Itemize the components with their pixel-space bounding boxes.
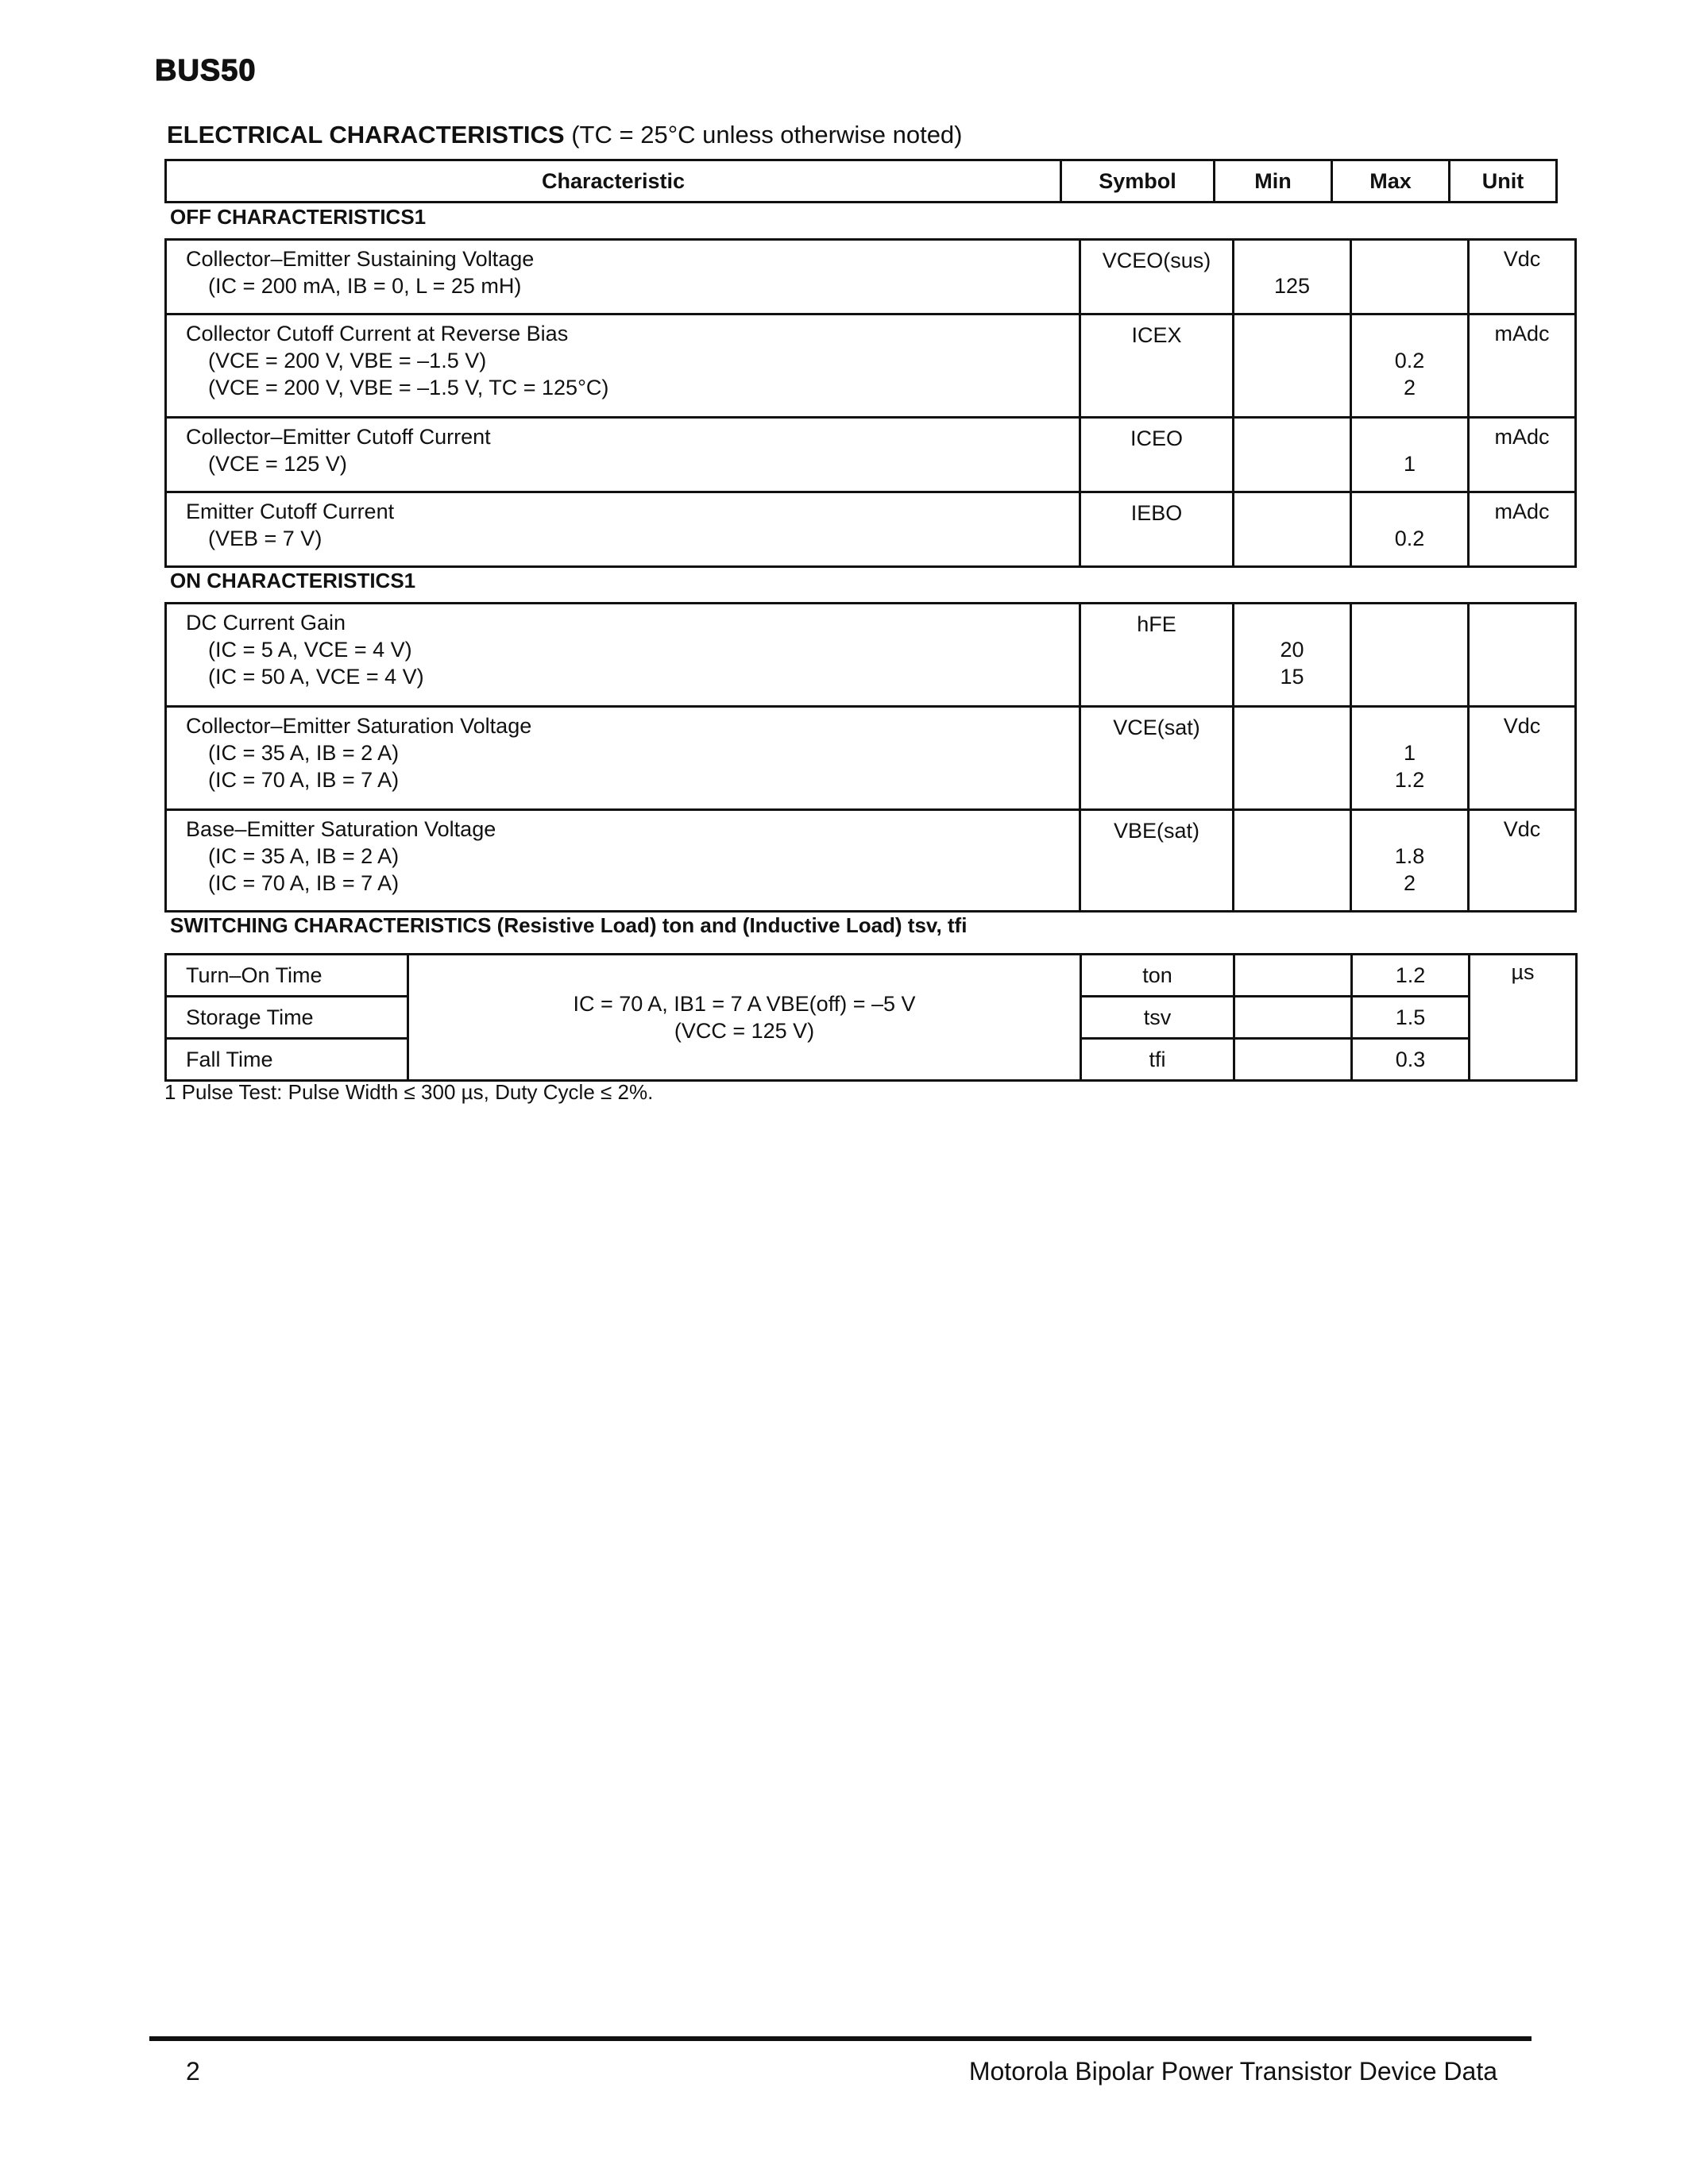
switching-row-label: Turn–On Time xyxy=(166,955,408,997)
characteristic-cell xyxy=(166,707,1080,810)
symbol-cell: ton xyxy=(1081,955,1234,997)
min-cell: 125 xyxy=(1234,240,1351,314)
min-cell xyxy=(1234,955,1352,997)
symbol-cell: VCEO(sus) xyxy=(1080,240,1234,314)
condition-line: (IC = 50 A, VCE = 4 V) xyxy=(208,665,424,689)
min-cell xyxy=(1234,314,1351,418)
unit-cell: Vdc xyxy=(1469,240,1576,314)
characteristic-name: Base–Emitter Saturation Voltage xyxy=(186,817,496,841)
unit-cell xyxy=(1469,604,1576,707)
max-value: 1 xyxy=(1403,741,1416,765)
condition-line: (VCE = 200 V, VBE = –1.5 V) xyxy=(208,349,487,372)
max-cell: 0.2 xyxy=(1351,492,1469,567)
page-number: 2 xyxy=(186,2057,200,2086)
symbol-cell: VBE(sat) xyxy=(1080,810,1234,912)
unit-cell: µs xyxy=(1470,955,1577,1081)
min-cell xyxy=(1234,997,1352,1039)
min-cell xyxy=(1234,810,1351,912)
characteristic-cell xyxy=(166,492,1080,567)
section-off-text: OFF CHARACTERISTICS1 xyxy=(170,205,427,229)
section-off-title xyxy=(170,205,426,230)
table-row xyxy=(166,707,1576,810)
characteristic-cell xyxy=(166,604,1080,707)
characteristic-name: Collector Cutoff Current at Reverse Bias xyxy=(186,322,569,345)
max-cell xyxy=(1351,707,1469,810)
characteristic-name: Collector–Emitter Cutoff Current xyxy=(186,425,491,449)
symbol-cell: tsv xyxy=(1081,997,1234,1039)
unit-cell: Vdc xyxy=(1469,810,1576,912)
switching-conditions xyxy=(408,955,1081,1081)
section-switching-text: SWITCHING CHARACTERISTICS (Resistive Load) ton and (Inductive Load) tsv, tfi xyxy=(170,913,968,937)
section-on-text: ON CHARACTERISTICS1 xyxy=(170,569,416,592)
symbol-cell: ICEX xyxy=(1080,314,1234,418)
off-characteristics-table xyxy=(164,238,1577,568)
condition-line: (VCE = 200 V, VBE = –1.5 V, TC = 125°C) xyxy=(208,376,609,399)
condition-line: (IC = 70 A, IB = 7 A) xyxy=(208,871,400,895)
condition-line: IC = 70 A, IB1 = 7 A VBE(off) = –5 V xyxy=(573,992,916,1016)
max-value: 2 xyxy=(1403,376,1416,399)
heading-title: ELECTRICAL CHARACTERISTICS xyxy=(167,121,565,149)
condition-line: (IC = 70 A, IB = 7 A) xyxy=(208,768,400,792)
on-characteristics-table xyxy=(164,602,1577,913)
characteristic-cell xyxy=(166,810,1080,912)
table-row xyxy=(166,604,1576,707)
col-min: Min xyxy=(1215,160,1332,203)
col-unit: Unit xyxy=(1450,160,1557,203)
table-row xyxy=(166,955,1577,997)
condition-line: (VCC = 125 V) xyxy=(674,1019,815,1043)
condition-line: (IC = 35 A, IB = 2 A) xyxy=(208,844,400,868)
min-value: 15 xyxy=(1280,665,1304,689)
footer-rule xyxy=(149,2036,1532,2041)
max-value: 2 xyxy=(1403,871,1416,895)
condition-line: (IC = 5 A, VCE = 4 V) xyxy=(208,638,412,662)
switching-row-label: Storage Time xyxy=(166,997,408,1039)
max-value: 1.8 xyxy=(1394,844,1425,868)
max-cell: 1.2 xyxy=(1352,955,1470,997)
min-cell xyxy=(1234,418,1351,492)
col-characteristic: Characteristic xyxy=(166,160,1061,203)
condition-line: (IC = 35 A, IB = 2 A) xyxy=(208,741,400,765)
symbol-cell: hFE xyxy=(1080,604,1234,707)
unit-cell: mAdc xyxy=(1469,492,1576,567)
unit-cell: Vdc xyxy=(1469,707,1576,810)
min-cell xyxy=(1234,604,1351,707)
min-value: 20 xyxy=(1280,638,1304,662)
characteristic-cell xyxy=(166,240,1080,314)
part-number: BUS50 xyxy=(155,54,257,87)
max-cell: 0.3 xyxy=(1352,1039,1470,1081)
condition-line: (VCE = 125 V) xyxy=(208,452,347,476)
heading-note: (TC = 25°C unless otherwise noted) xyxy=(571,121,963,149)
symbol-cell: IEBO xyxy=(1080,492,1234,567)
max-cell xyxy=(1351,810,1469,912)
characteristic-cell xyxy=(166,418,1080,492)
unit-cell: mAdc xyxy=(1469,418,1576,492)
max-cell xyxy=(1351,604,1469,707)
table-row xyxy=(166,314,1576,418)
max-value: 1.2 xyxy=(1394,768,1425,792)
min-cell xyxy=(1234,492,1351,567)
symbol-cell: tfi xyxy=(1081,1039,1234,1081)
min-cell xyxy=(1234,707,1351,810)
min-cell xyxy=(1234,1039,1352,1081)
symbol-cell: ICEO xyxy=(1080,418,1234,492)
table-row xyxy=(166,418,1576,492)
table-row xyxy=(166,810,1576,912)
max-cell: 1.5 xyxy=(1352,997,1470,1039)
max-cell: 1 xyxy=(1351,418,1469,492)
switching-characteristics-table xyxy=(164,953,1578,1082)
max-value: 0.2 xyxy=(1394,349,1425,372)
max-cell xyxy=(1351,240,1469,314)
table-row xyxy=(166,492,1576,567)
footer-publication: Motorola Bipolar Power Transistor Device Data xyxy=(968,2057,1497,2086)
footnote: 1 Pulse Test: Pulse Width ≤ 300 µs, Duty Cycle ≤ 2%. xyxy=(164,1080,654,1104)
col-max: Max xyxy=(1332,160,1450,203)
section-on-title xyxy=(170,569,415,593)
section-switching-title xyxy=(170,913,967,938)
table-heading xyxy=(167,121,963,149)
characteristic-name: Collector–Emitter Sustaining Voltage xyxy=(186,247,535,271)
characteristic-name: DC Current Gain xyxy=(186,611,346,635)
max-cell xyxy=(1351,314,1469,418)
characteristic-cell xyxy=(166,314,1080,418)
symbol-cell: VCE(sat) xyxy=(1080,707,1234,810)
condition-line: (VEB = 7 V) xyxy=(208,527,323,550)
characteristic-name: Emitter Cutoff Current xyxy=(186,500,395,523)
column-header-table xyxy=(164,159,1558,203)
col-symbol: Symbol xyxy=(1061,160,1215,203)
unit-cell: mAdc xyxy=(1469,314,1576,418)
table-row xyxy=(166,240,1576,314)
condition-line: (IC = 200 mA, IB = 0, L = 25 mH) xyxy=(208,274,522,298)
characteristic-name: Collector–Emitter Saturation Voltage xyxy=(186,714,532,738)
switching-row-label: Fall Time xyxy=(166,1039,408,1081)
